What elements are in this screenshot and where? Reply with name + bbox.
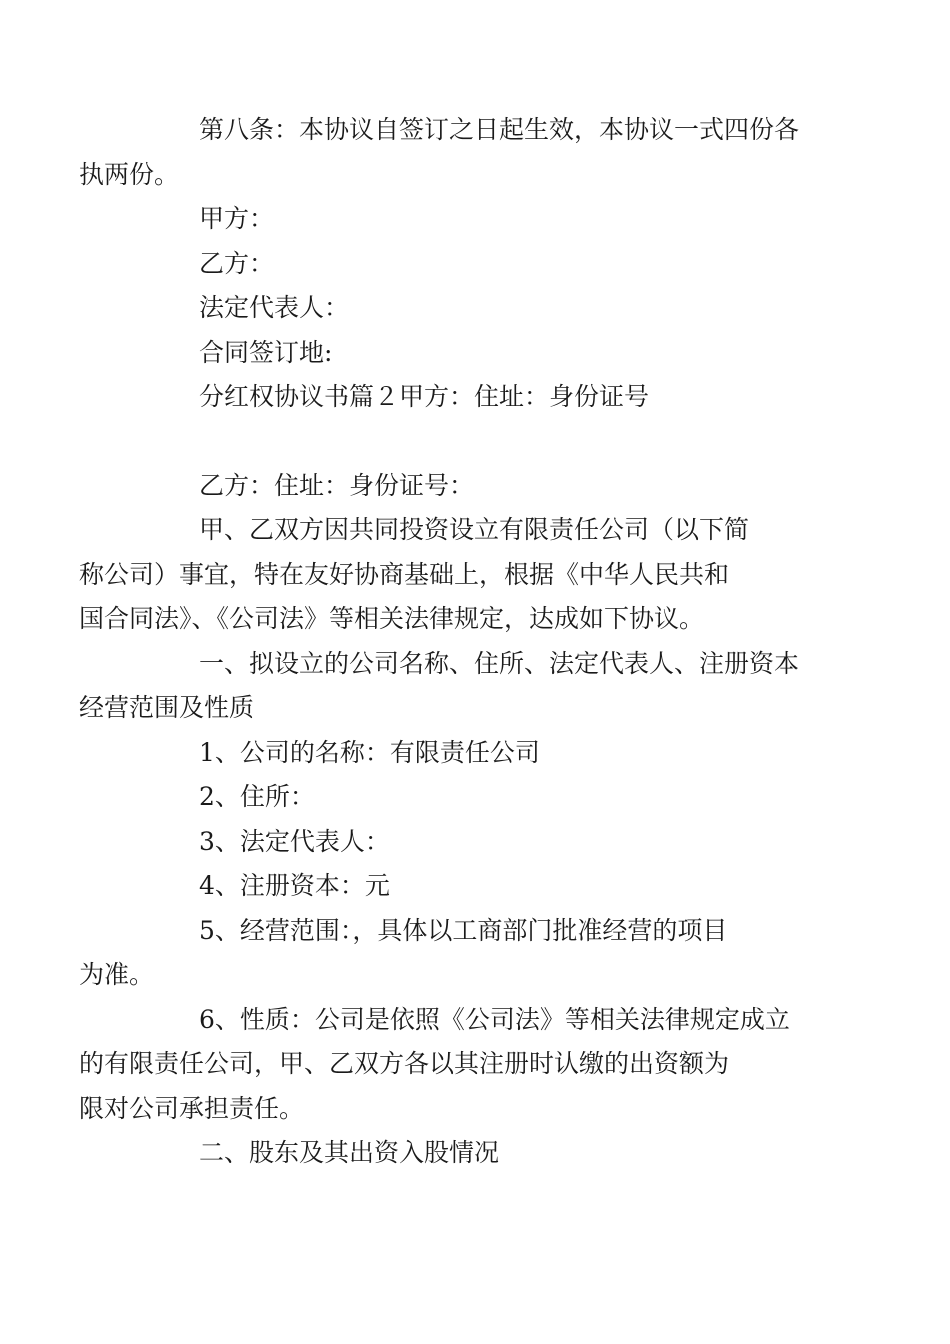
text-line: 一、拟设立的公司名称、住所、法定代表人、注册资本: [199, 648, 800, 678]
paragraph-item-5: [79, 909, 819, 998]
paragraph-legal-rep: [139, 286, 819, 331]
paragraph-agreement-2-heading: [139, 375, 819, 420]
paragraph-item-6: [79, 998, 819, 1132]
text-line: 二、股东及其出资入股情况: [199, 1138, 500, 1167]
paragraph-preamble: [79, 508, 819, 642]
paragraph-item-2: [139, 775, 819, 820]
paragraph-item-3: [139, 820, 819, 865]
paragraph-item-4: [139, 864, 819, 909]
text-line: 6、性质：公司是依照《公司法》等相关法律规定成立: [199, 1004, 790, 1034]
text-line: 合同签订地:: [199, 337, 333, 367]
text-line: 乙方：住址：身份证号：: [199, 470, 475, 500]
paragraph-item-1: [139, 731, 819, 776]
text-line: 国合同法》、《公司法》等相关法律规定，达成如下协议。: [79, 604, 705, 633]
text-line: 3、法定代表人：: [199, 826, 390, 856]
document-body: [79, 108, 819, 1176]
text-line: 乙方：: [199, 248, 275, 278]
text-line: 法定代表人：: [199, 293, 350, 322]
text-line: 称公司）事宜，特在友好协商基础上，根据《中华人民共和: [79, 559, 730, 589]
text-line: 限对公司承担责任。: [79, 1093, 305, 1123]
text-line: 4、注册资本：元: [199, 871, 390, 900]
text-line: 1、公司的名称：有限责任公司: [199, 737, 540, 767]
paragraph-article-8: [79, 108, 819, 197]
paragraph-section-1: [79, 642, 819, 731]
text-line: 分红权协议书篇２甲方：住址：身份证号: [199, 382, 650, 411]
paragraph-party-b: [139, 242, 819, 287]
blank-gap: [139, 420, 819, 464]
text-line: 甲、乙双方因共同投资设立有限责任公司（以下简: [199, 515, 750, 544]
text-line: 为准。: [79, 960, 155, 989]
paragraph-party-a: [139, 197, 819, 242]
paragraph-signing-place: [139, 331, 819, 376]
text-line: 第八条：本协议自签订之日起生效，本协议一式四份各: [199, 115, 800, 144]
paragraph-section-2: [139, 1131, 819, 1176]
text-line: 经营范围及性质: [79, 693, 255, 722]
text-line: 的有限责任公司，甲、乙双方各以其注册时认缴的出资额为: [79, 1049, 730, 1078]
text-line: 2、住所：: [199, 782, 315, 811]
text-line: 执两份。: [79, 159, 180, 189]
text-line: 甲方：: [199, 204, 275, 233]
text-line: 5、经营范围：，具体以工商部门批准经营的项目: [199, 915, 728, 945]
paragraph-party-b-address: [139, 464, 819, 509]
